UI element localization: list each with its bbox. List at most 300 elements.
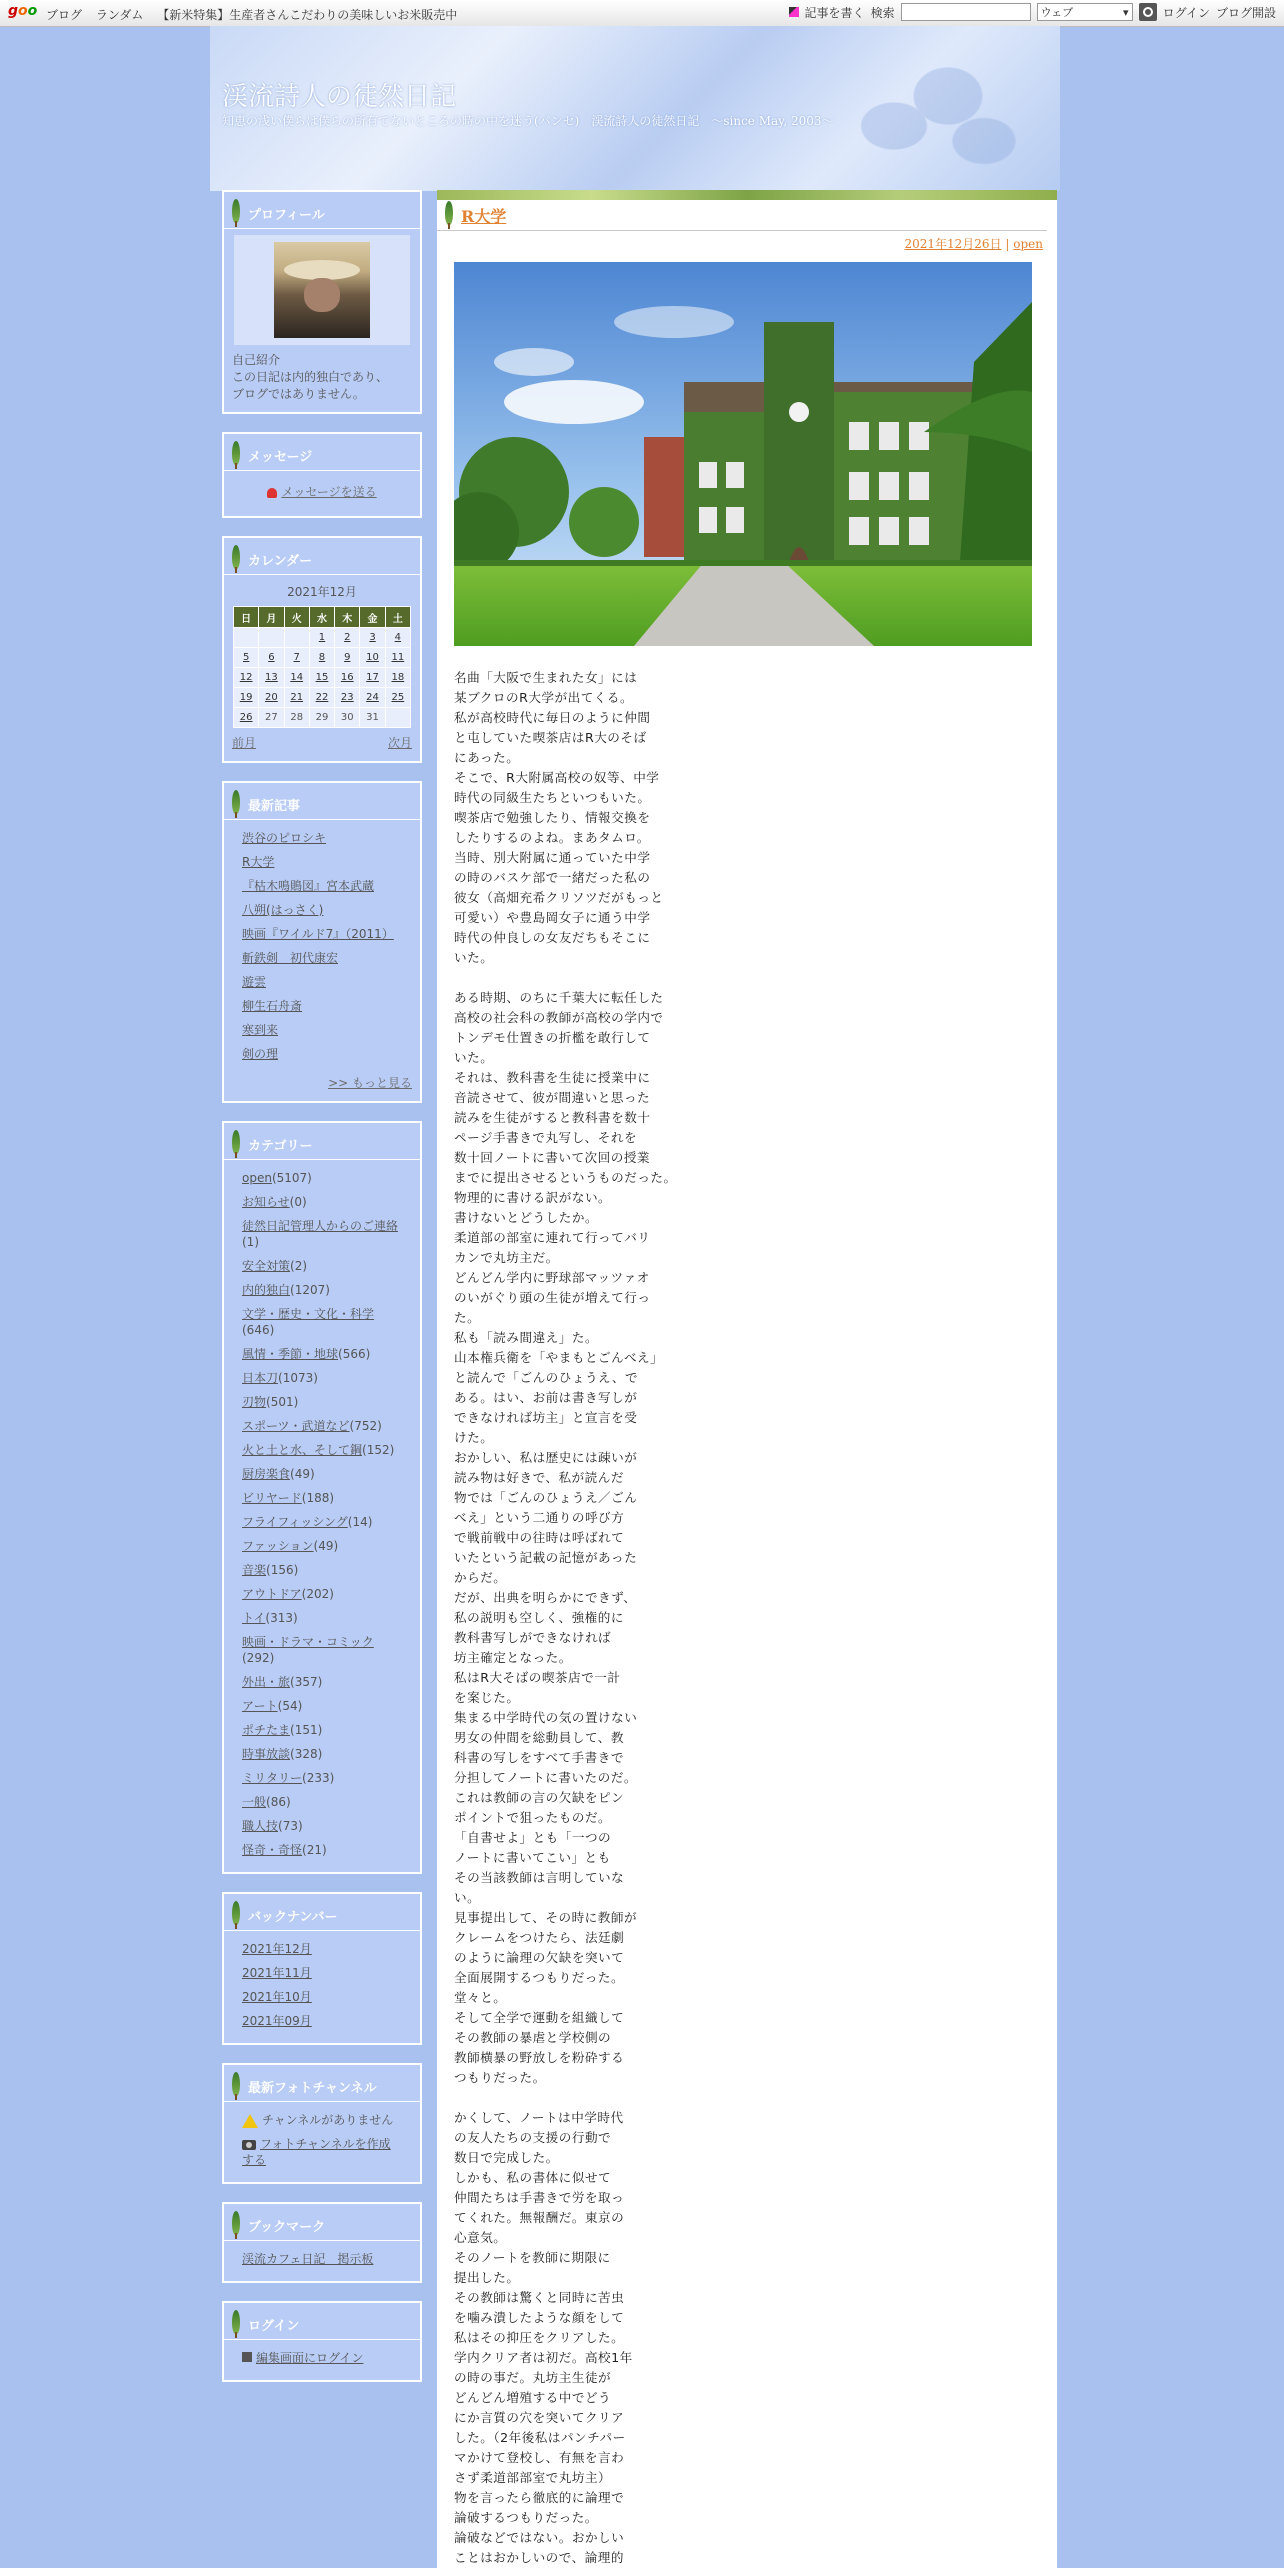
- bookmark-box: [222, 2202, 422, 2283]
- entry-text-line: てくれた。無報酬だ。東京の: [454, 2210, 625, 2225]
- calendar-day-link[interactable]: 1: [318, 632, 326, 643]
- entry-text-line: 柔道部の部室に連れて行ってバリ: [454, 1230, 651, 1245]
- blog-header: [210, 26, 1060, 191]
- entry-text-line: その当該教師は言明していな: [454, 1870, 625, 1885]
- entry-text-line: おかしい、私は歴史には疎いが: [454, 1450, 638, 1465]
- category-count: (646): [242, 1323, 275, 1337]
- editor-login-link[interactable]: 編集画面にログイン: [256, 2351, 364, 2365]
- calendar-day-link[interactable]: 5: [242, 652, 250, 663]
- entry-text-line: したりするのよね。まあタムロ。: [454, 830, 650, 845]
- entry-text-line: 私が高校時代に毎日のように仲間: [454, 710, 651, 725]
- calendar-day-link[interactable]: 12: [239, 672, 253, 683]
- entry-text-line: 坊主確定となった。: [454, 1650, 572, 1665]
- bookmark-title: ブックマーク: [224, 2210, 420, 2241]
- calendar-day-link[interactable]: 20: [265, 692, 278, 703]
- entry-text-line: 私の説明も空しく、強権的に: [454, 1610, 624, 1625]
- calendar-day: [234, 668, 259, 688]
- entry-text-line: カンで丸坊主だ。: [454, 1250, 559, 1265]
- calendar-day-link[interactable]: 3: [369, 632, 376, 643]
- category-link[interactable]: open: [242, 1171, 272, 1185]
- category-count: (328): [290, 1747, 323, 1761]
- entry-text-line: のように論理の欠缺を突いて: [454, 1950, 625, 1965]
- calendar-week: [234, 668, 411, 688]
- entry-text-line: と屯していた喫茶店はR大のそば: [454, 730, 647, 745]
- calendar-day: [284, 628, 309, 648]
- entry-text-line: 私も「読み間違え」た。: [454, 1330, 599, 1345]
- calendar-day: [385, 708, 410, 728]
- signup-link[interactable]: ブログ開設: [1215, 5, 1276, 20]
- calendar-day-link[interactable]: 18: [391, 672, 405, 683]
- entry-text-line: にあった。: [454, 750, 520, 765]
- category-count: (357): [290, 1675, 323, 1689]
- weekday-header: 金: [360, 607, 385, 628]
- entry-text-line: ことはおかしいので、論理的: [454, 2550, 624, 2565]
- calendar-day: [385, 668, 410, 688]
- entry-text-line: 堂々と。: [454, 1990, 507, 2005]
- entry-photo: [454, 262, 1032, 646]
- category-count: (49): [313, 1539, 339, 1553]
- meta-separator: |: [1005, 237, 1014, 251]
- entry-text-line: そして全学で運動を組織して: [454, 2010, 625, 2025]
- recent-post-link[interactable]: 遊雲: [242, 975, 267, 989]
- calendar-day-link[interactable]: 11: [391, 652, 405, 663]
- entry-text-line: 分担してノートに書いたのだ。: [454, 1770, 637, 1785]
- blog-description: 知恵の浅い僕らは僕らの所有でないところの時の中を迷う(パンセ) 渓流詩人の徒然日記 ～since May, 2003～: [222, 114, 834, 128]
- pen-icon: [242, 2352, 252, 2362]
- calendar-day: [385, 648, 410, 668]
- archive-link[interactable]: 2021年10月: [242, 1990, 312, 2004]
- profile-text-2: ブログではありません。: [232, 387, 365, 401]
- warning-icon: [242, 2114, 258, 2128]
- calendar-day-link[interactable]: 16: [340, 672, 354, 683]
- entry-text-line: さず柔道部部室で丸坊主）: [454, 2470, 612, 2485]
- top-bar: [0, 0, 1284, 27]
- calendar-day: [385, 628, 410, 648]
- calendar-day: 31: [360, 708, 385, 728]
- tree-icon: [230, 1901, 242, 1929]
- category-count: (1207): [290, 1283, 330, 1297]
- top-link-blog[interactable]: ブログ: [46, 8, 83, 22]
- tree-icon: [230, 1130, 242, 1158]
- message-title: メッセージ: [224, 440, 420, 471]
- category-link[interactable]: アート: [242, 1699, 278, 1713]
- login-box: [222, 2301, 422, 2382]
- entry-text-line: い。: [454, 1890, 481, 1905]
- calendar-week: [234, 688, 411, 708]
- recent-post-link[interactable]: 寒到来: [242, 1023, 279, 1037]
- tree-icon: [230, 545, 242, 573]
- category-count: (233): [302, 1771, 335, 1785]
- pen-icon: [789, 7, 799, 17]
- calendar-day: [309, 688, 334, 708]
- category-count: (86): [266, 1795, 291, 1809]
- calendar-day: 27: [259, 708, 284, 728]
- calendar-day: [284, 648, 309, 668]
- write-article-link[interactable]: 記事を書く: [804, 5, 865, 20]
- entry-text-line: そのノートを教師に期限に: [454, 2250, 611, 2265]
- entry-text-line: [454, 2088, 1057, 2108]
- prev-month-link[interactable]: 前月: [232, 736, 257, 750]
- category-link[interactable]: 刃物: [242, 1395, 267, 1409]
- entry-text-line: いた。: [454, 950, 494, 965]
- search-icon[interactable]: [1139, 3, 1157, 21]
- entry-text-line: の時の事だ。丸坊主生徒が: [454, 2370, 612, 2385]
- category-link[interactable]: 音楽: [242, 1563, 267, 1577]
- entry-category-link[interactable]: open: [1013, 237, 1043, 251]
- entry-text-line: [454, 968, 1057, 988]
- entry-text-line: だが、出典を明らかにできず、: [454, 1590, 637, 1605]
- category-link[interactable]: 時事放談: [242, 1747, 291, 1761]
- entry-text-line: けた。: [454, 1430, 494, 1445]
- calendar-day-link[interactable]: 21: [290, 692, 304, 703]
- calendar-week: [234, 648, 411, 668]
- calendar-day-link[interactable]: 26: [239, 712, 253, 723]
- goo-logo[interactable]: goo: [8, 3, 38, 19]
- entry-text-line: 提出した。: [454, 2270, 520, 2285]
- entry-meta: [437, 231, 1057, 252]
- calendar-day-link[interactable]: 17: [366, 672, 379, 683]
- header-background-image: [840, 36, 1020, 186]
- entry-text-line: 見事提出して、その時に教師が: [454, 1910, 638, 1925]
- calendar-day-link[interactable]: 22: [315, 692, 329, 703]
- entry-text-line: 山本権兵衛を「やまもとごんべえ」: [454, 1350, 664, 1365]
- entry-text-line: 読みを生徒がすると教科書を数十: [454, 1110, 651, 1125]
- entry-text-line: トンデモ仕置きの折檻を敢行して: [454, 1030, 651, 1045]
- category-count: (292): [242, 1651, 275, 1665]
- category-link[interactable]: スポーツ・武道など: [242, 1419, 350, 1433]
- tree-icon: [230, 2211, 242, 2239]
- calendar-day-link[interactable]: 14: [290, 672, 304, 683]
- calendar-day: [259, 648, 284, 668]
- recent-posts-box: [222, 781, 422, 1103]
- category-count: (1): [242, 1235, 259, 1249]
- entry-text-line: からだ。: [454, 1570, 507, 1585]
- entry-text-line: を噛み潰したような顔をして: [454, 2310, 625, 2325]
- entry-text-line: そこで、R大附属高校の奴等、中学: [454, 770, 660, 785]
- search-label: 検索: [870, 5, 895, 20]
- entry-text-line: にか言質の穴を突いてクリア: [454, 2410, 625, 2425]
- calendar-day-link[interactable]: 24: [366, 692, 379, 703]
- entry-text-line: 仲間たちは手書きで労を取っ: [454, 2190, 625, 2205]
- entry-text-line: 全面展開するつもりだった。: [454, 1970, 625, 1985]
- entry-text-line: 学内クリア者は初だ。高校1年: [454, 2350, 633, 2365]
- tree-icon: [230, 790, 242, 818]
- entry-text-line: を案じた。: [454, 1690, 520, 1705]
- entry-top-stripe: [437, 190, 1057, 200]
- category-count: (202): [301, 1587, 334, 1601]
- university-building-photo: [454, 262, 1032, 646]
- categories-box: [222, 1121, 422, 1874]
- message-box: [222, 432, 422, 518]
- entry-text-line: マかけて登校し、有無を言わ: [454, 2450, 625, 2465]
- entry-text-line: いたという記載の記憶があった: [454, 1550, 638, 1565]
- entry-text-line: 高校の社会科の教師が高校の学内で: [454, 1010, 664, 1025]
- recent-post-link[interactable]: 映画『ワイルド7』（2011）: [242, 927, 394, 941]
- camera-icon: [242, 2140, 256, 2150]
- category-count: (156): [266, 1563, 299, 1577]
- entry-text-line: 時代の同級生たちといつもいた。: [454, 790, 651, 805]
- entry-text-line: 私はR大そばの喫茶店で一計: [454, 1670, 621, 1685]
- backnumber-box: [222, 1892, 422, 2045]
- category-link[interactable]: ポチたま: [242, 1723, 291, 1737]
- category-link[interactable]: 日本刀: [242, 1371, 279, 1385]
- category-count: (54): [277, 1699, 303, 1713]
- category-link[interactable]: 一般: [242, 1795, 267, 1809]
- profile-text-1: この日記は内的独白であり、: [232, 370, 389, 384]
- calendar-day: [335, 668, 360, 688]
- more-posts-link[interactable]: >> もっと見る: [328, 1076, 412, 1090]
- search-input[interactable]: [901, 3, 1031, 21]
- recent-post-link[interactable]: 剣の理: [242, 1047, 279, 1061]
- entry-text-line: どんどん学内に野球部マッツァオ: [454, 1270, 650, 1285]
- recent-posts-title: 最新記事: [224, 789, 420, 820]
- calendar-table: [233, 606, 411, 728]
- category-count: (0): [289, 1195, 307, 1209]
- entry-text-line: かくして、ノートは中学時代: [454, 2110, 624, 2125]
- calendar-day: [234, 628, 259, 648]
- entry-text-line: 当時、別大附属に通っていた中学: [454, 850, 651, 865]
- calendar-day: [335, 688, 360, 708]
- category-count: (14): [347, 1515, 373, 1529]
- calendar-day: [335, 628, 360, 648]
- avatar: [274, 242, 370, 338]
- recent-post-link[interactable]: 八朔(はっさく): [242, 903, 324, 917]
- entry-text-line: ある時期、のちに千葉大に転任した: [454, 990, 664, 1005]
- entry-body: [454, 668, 1057, 2568]
- entry-text-line: 名曲「大阪で生まれた女」には: [454, 670, 638, 685]
- entry-text-line: ポイントで狙ったものだ。: [454, 1810, 612, 1825]
- weekday-header: 木: [335, 607, 360, 628]
- entry-text-line: それは、教科書を生徒に授業中に: [454, 1070, 651, 1085]
- sidebar: [222, 190, 422, 2400]
- entry-text-line: 某ブクロのR大学が出てくる。: [454, 690, 634, 705]
- calendar-day: [234, 688, 259, 708]
- calendar-day: [385, 688, 410, 708]
- calendar-day: [309, 628, 334, 648]
- category-count: (566): [338, 1347, 371, 1361]
- photochannel-box: [222, 2063, 422, 2184]
- entry-text-line: 科書の写しをすべて手書きで: [454, 1750, 624, 1765]
- entry-text-line: ページ手書きで丸写し、それを: [454, 1130, 638, 1145]
- entry-text-line: 集まる中学時代の気の置けない: [454, 1710, 638, 1725]
- category-link[interactable]: 怪奇・奇怪: [242, 1843, 303, 1857]
- calendar-month: 2021年12月: [287, 585, 357, 599]
- categories-title: カテゴリー: [224, 1129, 420, 1160]
- archive-link[interactable]: 2021年11月: [242, 1966, 312, 1980]
- category-count: (188): [301, 1491, 335, 1505]
- entry-text-line: 論破するつもりだった。: [454, 2510, 598, 2525]
- calendar-day-link[interactable]: 25: [391, 692, 405, 703]
- calendar-title: カレンダー: [224, 544, 420, 575]
- entry-text-line: 喫茶店で勉強したり、情報交換を: [454, 810, 651, 825]
- entry-text-line: 時代の仲良しの女友だちもそこに: [454, 930, 651, 945]
- entry-text-line: つもりだった。: [454, 2070, 546, 2085]
- entry-text-line: と読んで「ごんのひょうえ、で: [454, 1370, 639, 1385]
- category-count: (1073): [278, 1371, 318, 1385]
- weekday-header: 火: [284, 607, 309, 628]
- tree-icon: [230, 2072, 242, 2100]
- calendar-day-link[interactable]: 15: [315, 672, 329, 683]
- category-link[interactable]: 徒然日記管理人からのご連絡: [242, 1219, 399, 1233]
- no-channel-text: チャンネルがありません: [262, 2113, 394, 2127]
- recent-post-link[interactable]: R大学: [242, 855, 275, 869]
- entry-text-line: べえ」という二通りの呼び方: [454, 1510, 625, 1525]
- top-right-tools: [789, 3, 1276, 21]
- calendar-week: [234, 708, 411, 728]
- entry-text-line: 彼女（高畑充希クリソツだがもっと: [454, 890, 664, 905]
- calendar-day-link[interactable]: 23: [340, 692, 354, 703]
- calendar-week: [234, 628, 411, 648]
- category-count: (752): [349, 1419, 382, 1433]
- category-link[interactable]: 文学・歴史・文化・科学: [242, 1307, 375, 1321]
- category-link[interactable]: ミリタリー: [242, 1771, 303, 1785]
- photochannel-title: 最新フォトチャンネル: [224, 2071, 420, 2102]
- category-count: (49): [290, 1467, 315, 1481]
- main-content: [437, 190, 1057, 2568]
- entry-text-line: これは教師の言の欠缺をピン: [454, 1790, 625, 1805]
- entry-text-line: 数日で完成した。: [454, 2150, 559, 2165]
- category-link[interactable]: ファッション: [242, 1539, 314, 1553]
- calendar-day: [284, 688, 309, 708]
- entry-text-line: 数十回ノートに書いて次回の授業: [454, 1150, 651, 1165]
- category-link[interactable]: フライフィッシング: [242, 1515, 348, 1529]
- category-link[interactable]: ビリヤード: [242, 1491, 302, 1505]
- entry-text-line: 物理的に書ける訳がない。: [454, 1190, 612, 1205]
- entry-text-line: 男女の仲間を総動員して、教: [454, 1730, 624, 1745]
- calendar-day: [284, 668, 309, 688]
- entry-text-line: その教師の暴虐と学校側の: [454, 2030, 612, 2045]
- category-link[interactable]: 映画・ドラマ・コミック: [242, 1635, 374, 1649]
- search-scope-select[interactable]: ウェブ ▾: [1037, 3, 1133, 21]
- calendar-day-link[interactable]: 2: [344, 632, 351, 643]
- message-icon: [267, 488, 277, 498]
- profile-box: [222, 190, 422, 414]
- category-link[interactable]: トイ: [242, 1611, 266, 1625]
- calendar-day-link[interactable]: 9: [344, 652, 351, 663]
- backnumber-title: バックナンバー: [224, 1900, 420, 1931]
- calendar-day: [309, 648, 334, 668]
- weekday-header: 土: [385, 607, 410, 628]
- entry-title[interactable]: R大学: [461, 206, 507, 226]
- entry-text-line: しかも、私の書体に似せて: [454, 2170, 612, 2185]
- blog-title[interactable]: 渓流詩人の徒然日記: [222, 82, 457, 112]
- entry-text-line: までに提出させるというものだった。: [454, 1170, 677, 1185]
- bookmark-link[interactable]: 渓流カフェ日記 掲示板: [242, 2252, 374, 2266]
- recent-post-link[interactable]: 柳生石舟斎: [242, 999, 303, 1013]
- entry-text-line: どんどん増殖する中でどう: [454, 2390, 612, 2405]
- weekday-header: 水: [309, 607, 334, 628]
- category-link[interactable]: お知らせ: [242, 1195, 290, 1209]
- archive-link[interactable]: 2021年09月: [242, 2014, 312, 2028]
- calendar-day-link[interactable]: 19: [239, 692, 253, 703]
- tree-icon: [443, 201, 455, 229]
- category-link[interactable]: 風情・季節・地球: [242, 1347, 339, 1361]
- top-link-promo[interactable]: 【新米特集】生産者さんこだわりの美味しいお米販売中: [157, 8, 458, 22]
- calendar-day: [259, 628, 284, 648]
- calendar-day-link[interactable]: 7: [293, 652, 300, 663]
- recent-post-link[interactable]: 『枯木鳴鵙図』宮本武蔵: [242, 879, 375, 893]
- recent-post-link[interactable]: 斬鉄剣 初代康宏: [242, 951, 339, 965]
- calendar-day: [309, 668, 334, 688]
- calendar-day: 30: [335, 708, 360, 728]
- send-message-link[interactable]: メッセージを送る: [281, 485, 377, 499]
- entry-text-line: クレームをつけたら、法廷劇: [454, 1930, 625, 1945]
- entry-text-line: の時のバスケ部で一緒だった私の: [454, 870, 651, 885]
- entry-text-line: で戦前戦中の往時は呼ばれて: [454, 1530, 625, 1545]
- entry-date-link[interactable]: 2021年12月26日: [904, 237, 1002, 251]
- calendar-day: [259, 688, 284, 708]
- calendar-day-link[interactable]: 8: [318, 652, 326, 663]
- calendar-day: [360, 688, 385, 708]
- next-month-link[interactable]: 次月: [387, 736, 412, 750]
- calendar-day-link[interactable]: 13: [265, 672, 278, 683]
- calendar-day: 29: [309, 708, 334, 728]
- top-link-random[interactable]: ランダム: [95, 8, 144, 22]
- category-count: (152): [362, 1443, 395, 1457]
- calendar-day: [259, 668, 284, 688]
- weekday-header: 月: [259, 607, 284, 628]
- calendar-day: [360, 628, 385, 648]
- tree-icon: [230, 2310, 242, 2338]
- category-count: (151): [290, 1723, 323, 1737]
- entry-text-line: の友人たちの支援の行動で: [454, 2130, 612, 2145]
- entry-text-line: 教科書写しができなければ: [454, 1630, 612, 1645]
- category-link[interactable]: 火と土と水、そして鋼: [242, 1443, 363, 1457]
- calendar-day-link[interactable]: 4: [394, 632, 402, 643]
- archive-link[interactable]: 2021年12月: [242, 1942, 312, 1956]
- category-link[interactable]: アウトドア: [242, 1587, 302, 1601]
- calendar-day-link[interactable]: 6: [268, 652, 275, 663]
- calendar-day: [234, 648, 259, 668]
- entry-header: [437, 200, 1047, 231]
- entry-text-line: ノートに書いてこい」とも: [454, 1850, 611, 1865]
- category-link[interactable]: 厨房楽食: [242, 1467, 291, 1481]
- category-link[interactable]: 外出・旅: [242, 1675, 291, 1689]
- category-count: (73): [278, 1819, 303, 1833]
- entry-text-line: た。: [454, 1310, 481, 1325]
- category-count: (2): [290, 1259, 308, 1273]
- entry-text-line: 書けないとどうしたか。: [454, 1210, 599, 1225]
- profile-photo[interactable]: [234, 235, 410, 345]
- entry-text-line: 私はその抑圧をクリアした。: [454, 2330, 625, 2345]
- entry-text-line: 読み物は好きで、私が読んだ: [454, 1470, 624, 1485]
- entry-text-line: 心意気。: [454, 2230, 507, 2245]
- category-link[interactable]: 内的独白: [242, 1283, 291, 1297]
- entry-text-line: 教師横暴の野放しを粉砕する: [454, 2050, 625, 2065]
- recent-post-link[interactable]: 渋谷のピロシキ: [242, 831, 327, 845]
- entry-text-line: 物では「ごんのひょうえ／ごん: [454, 1490, 638, 1505]
- entry-text-line: した。（2年後私はパンチパー: [454, 2430, 626, 2445]
- entry-text-line: 物を言ったら徹底的に論理で: [454, 2490, 625, 2505]
- calendar-day-link[interactable]: 10: [366, 652, 379, 663]
- entry-text-line: ある。はい、お前は書き写しが: [454, 1390, 638, 1405]
- profile-intro-label: 自己紹介: [232, 353, 281, 367]
- entry-text-line: 論破などではない。おかしい: [454, 2530, 625, 2545]
- category-count: (501): [266, 1395, 299, 1409]
- create-photochannel-link[interactable]: フォトチャンネルを作成する: [242, 2137, 391, 2167]
- entry-text-line: のいがぐり頭の生徒が増えて行っ: [454, 1290, 651, 1305]
- category-link[interactable]: 安全対策: [242, 1259, 291, 1273]
- weekday-header: 日: [234, 607, 259, 628]
- category-count: (5107): [271, 1171, 312, 1185]
- login-link[interactable]: ログイン: [1162, 5, 1210, 20]
- login-title: ログイン: [224, 2309, 420, 2340]
- tree-icon: [230, 199, 242, 227]
- profile-title: プロフィール: [224, 198, 420, 229]
- calendar-box: [222, 536, 422, 763]
- category-link[interactable]: 職人技: [242, 1819, 279, 1833]
- calendar-day: [360, 648, 385, 668]
